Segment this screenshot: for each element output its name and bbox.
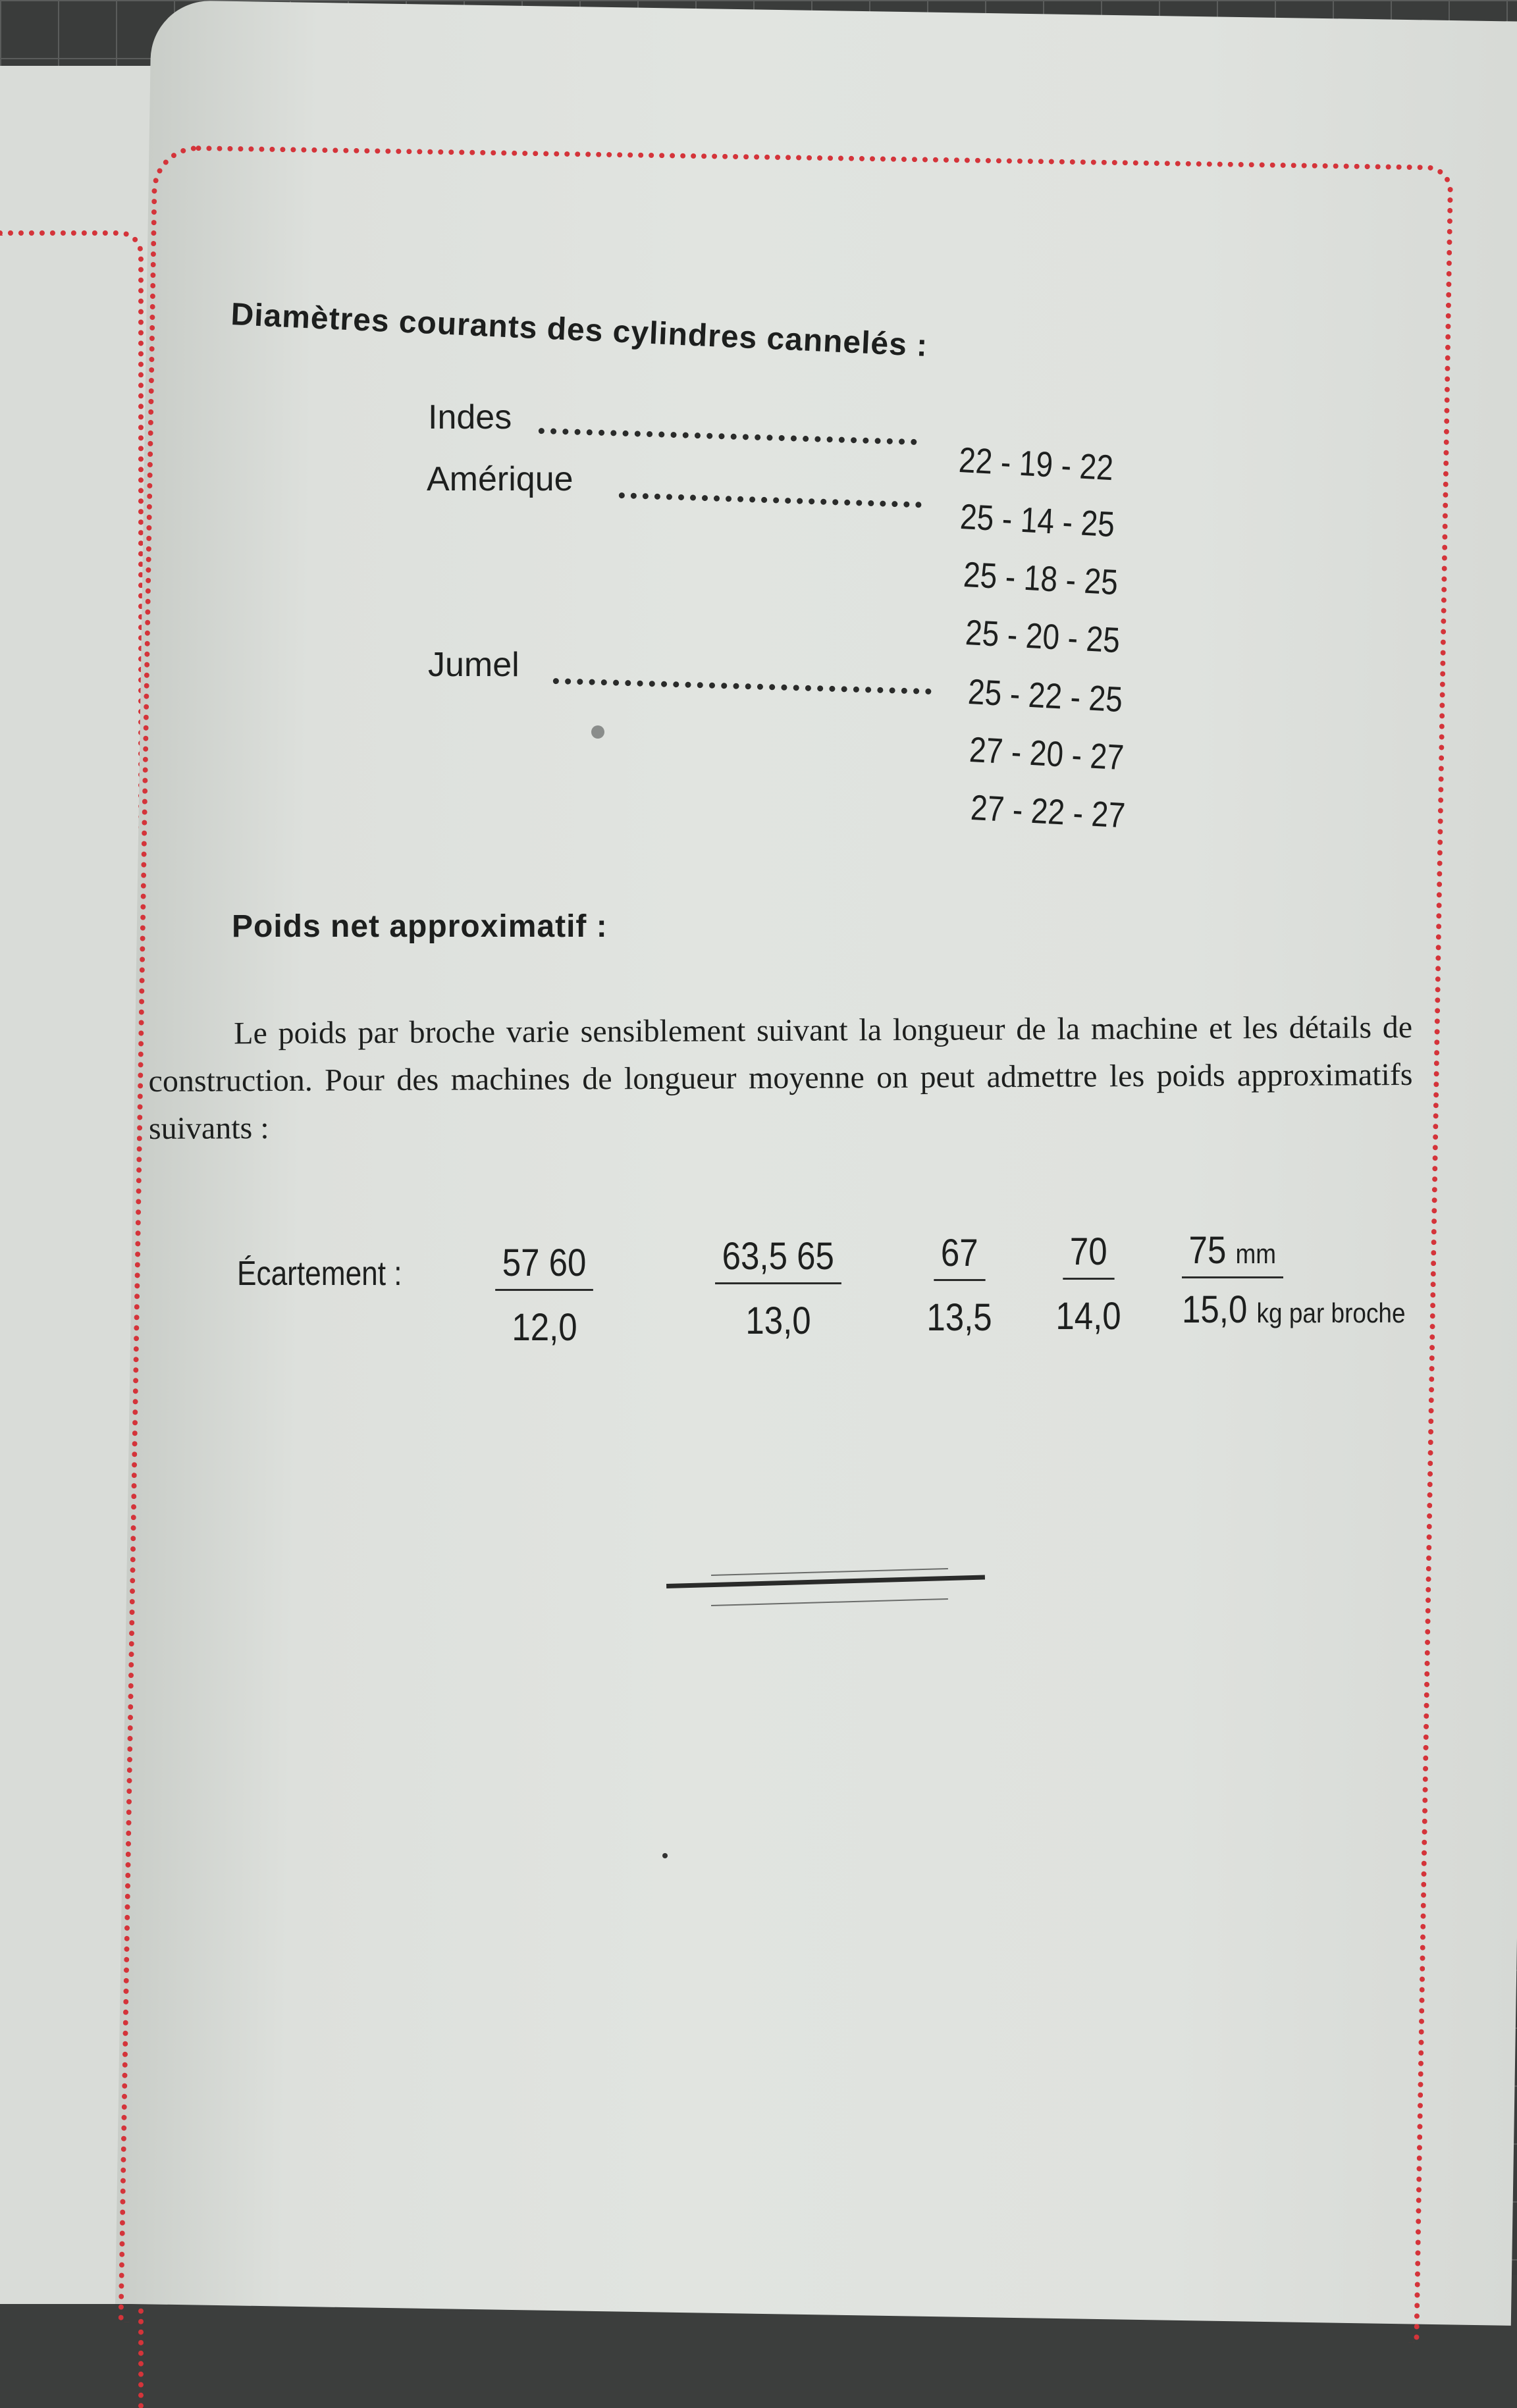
spacing-value: 70 bbox=[1063, 1230, 1114, 1280]
spacing-value-number: 75 bbox=[1188, 1229, 1227, 1272]
diameter-value: 25 - 20 - 25 bbox=[964, 612, 1121, 661]
heading-weight: Poids net approximatif : bbox=[232, 909, 608, 944]
weight-value-number: 15,0 bbox=[1182, 1288, 1248, 1331]
weight-value: 12,0 bbox=[512, 1306, 577, 1349]
spacing-value: 63,5 65 bbox=[715, 1234, 841, 1284]
ornament-rule bbox=[666, 1575, 985, 1588]
spacing-column bbox=[917, 1231, 1002, 1340]
diameter-value: 25 - 14 - 25 bbox=[959, 496, 1116, 545]
paper-spot bbox=[662, 1853, 668, 1858]
country-label-indes: Indes bbox=[428, 398, 512, 436]
diameter-value: 27 - 20 - 27 bbox=[968, 729, 1125, 778]
spacing-column bbox=[1182, 1228, 1445, 1332]
spacing-column bbox=[475, 1241, 614, 1349]
ornament-rule-upper bbox=[711, 1568, 948, 1576]
spacing-unit: mm bbox=[1235, 1238, 1277, 1269]
spacing-label: Écartement : bbox=[237, 1255, 402, 1293]
paper-spot bbox=[591, 725, 604, 739]
leader-dots bbox=[619, 492, 922, 508]
spacing-value bbox=[1182, 1228, 1283, 1278]
weight-value: 13,0 bbox=[745, 1299, 811, 1342]
country-label-jumel: Jumel bbox=[428, 646, 519, 684]
weight-value: 13,5 bbox=[926, 1296, 992, 1339]
leader-dots bbox=[553, 678, 932, 694]
country-label-amerique: Amérique bbox=[427, 460, 573, 498]
spacing-column bbox=[693, 1234, 864, 1343]
diameter-value: 25 - 22 - 25 bbox=[967, 671, 1124, 720]
weight-value: 14,0 bbox=[1055, 1295, 1121, 1338]
weight-unit: kg par broche bbox=[1256, 1297, 1406, 1328]
leader-dots bbox=[539, 428, 917, 445]
spacing-value: 67 bbox=[934, 1231, 985, 1281]
ornament-rule-lower bbox=[711, 1598, 948, 1606]
weight-value bbox=[1182, 1288, 1414, 1332]
diameter-value: 22 - 19 - 22 bbox=[957, 440, 1115, 488]
spacing-column bbox=[1046, 1230, 1131, 1338]
spacing-value: 57 60 bbox=[496, 1241, 594, 1291]
heading-diameters: Diamètres courants des cylindres cannelés : bbox=[230, 296, 929, 364]
diameter-value: 27 - 22 - 27 bbox=[969, 787, 1127, 836]
diameter-value: 25 - 18 - 25 bbox=[962, 554, 1119, 603]
weight-paragraph: Le poids par broche varie sensiblement suivant la longueur de la machine et les détails de construction. Pour des machines de longueur moyenne on peut admettre les poids approximatifs suivants : bbox=[148, 1009, 1413, 1146]
